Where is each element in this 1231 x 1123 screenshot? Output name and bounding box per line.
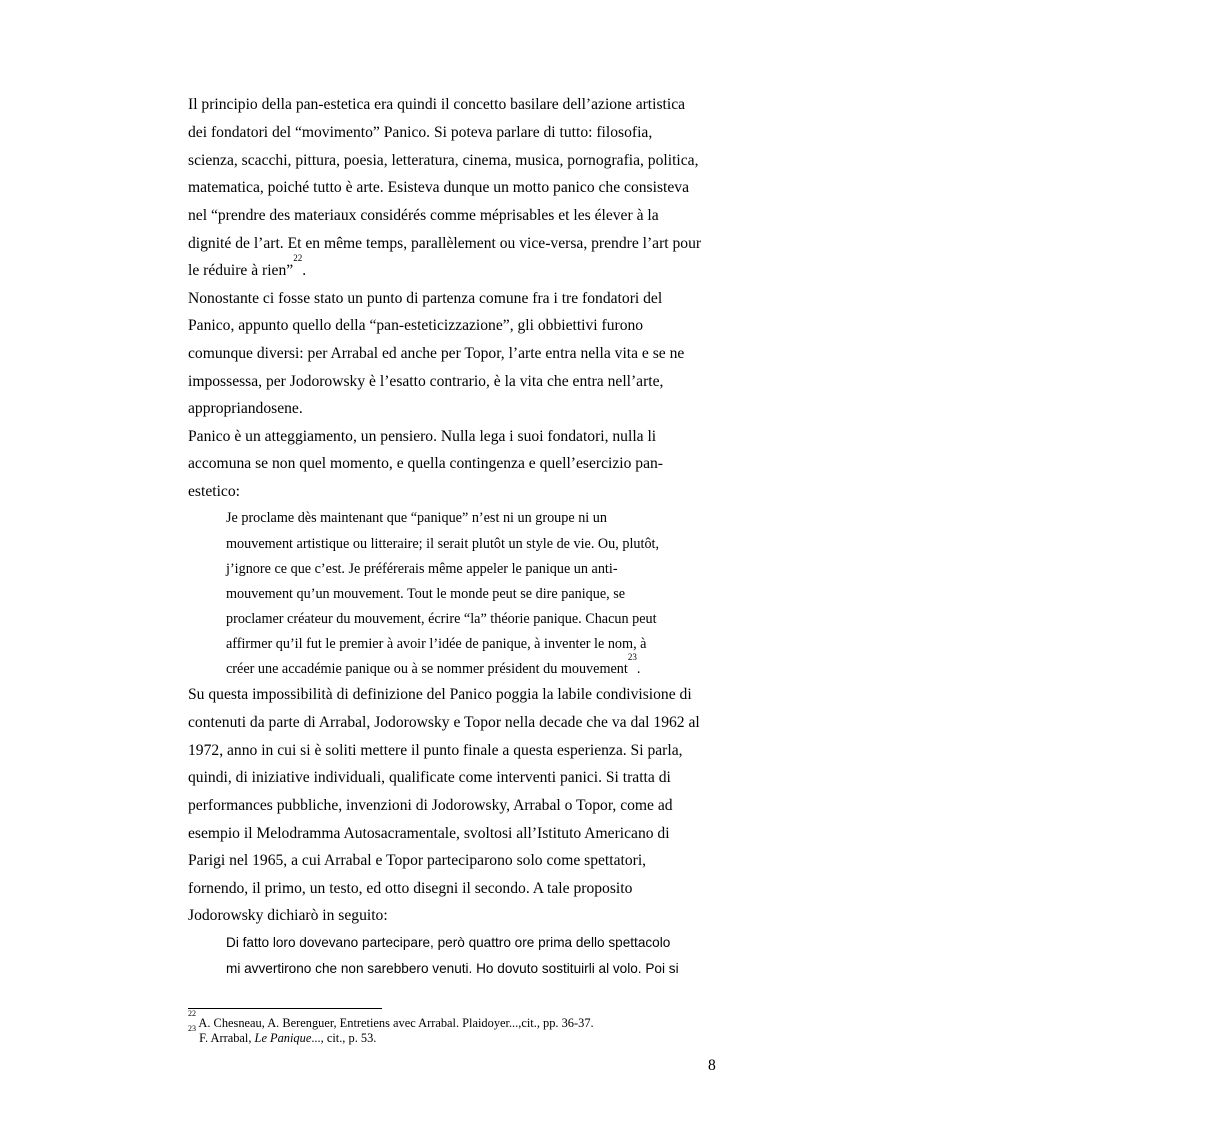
body-line: scienza, scacchi, pittura, poesia, letteratura, cinema, musica, pornografia, politica,: [188, 152, 699, 169]
body-line: contenuti da parte di Arrabal, Jodorowsky e Topor nella decade che va dal 1962 al: [188, 714, 700, 731]
body-line: Nonostante ci fosse stato un punto di partenza comune fra i tre fondatori del: [188, 290, 663, 307]
quote-line: Di fatto loro dovevano partecipare, però quattro ore prima dello spettacolo: [226, 935, 671, 950]
footnote-ref[interactable]: 22: [293, 253, 303, 263]
body-line: 1972, anno in cui si è soliti mettere il punto finale a questa esperienza. Si parla,: [188, 742, 683, 759]
body-line: comunque diversi: per Arrabal ed anche per Topor, l’arte entra nella vita e se ne: [188, 345, 685, 362]
body-line: impossessa, per Jodorowsky è l’esatto contrario, è la vita che entra nell’arte,: [188, 373, 664, 390]
body-line: le réduire à rien”$^{22}$.: [188, 253, 307, 279]
body-line: appropriandosene.: [188, 400, 303, 417]
body-line: dei fondatori del “movimento” Panico. Si poteva parlare di tutto: filosofia,: [188, 124, 653, 141]
footnote-ref[interactable]: 23: [627, 652, 637, 662]
quote-line: j’ignore ce que c’est. Je préférerais même appeler le panique un anti-: [226, 561, 618, 577]
body-line: quindi, di iniziative individuali, qualificate come interventi panici. Si tratta di: [188, 769, 671, 786]
body-line: dignité de l’art. Et en même temps, parallèlement ou vice-versa, prendre l’art pour: [188, 235, 702, 252]
body-line: performances pubbliche, invenzioni di Jodorowsky, Arrabal o Topor, come ad: [188, 797, 673, 814]
page-number: 8: [708, 1057, 716, 1074]
body-line: accomuna se non quel momento, e quella contingenza e quell’esercizio pan-: [188, 455, 663, 472]
footnote-separator: [188, 1008, 382, 1009]
body-line: Parigi nel 1965, a cui Arrabal e Topor parteciparono solo come spettatori,: [188, 852, 647, 869]
body-line: nel “prendre des materiaux considérés comme méprisables et les élever à la: [188, 207, 659, 224]
quote-line: proclamer créateur du mouvement, écrire “la” théorie panique. Chacun peut: [226, 611, 657, 627]
quote-line: mouvement artistique ou litteraire; il serait plutôt un style de vie. Ou, plutôt,: [226, 536, 660, 552]
body-line: esempio il Melodramma Autosacramentale, svoltosi all’Istituto Americano di: [188, 825, 670, 842]
footnote: $^{23}$ F. Arrabal, Le Panique..., cit., p. 53.: [188, 1024, 377, 1045]
body-line: Su questa impossibilità di definizione del Panico poggia la labile condivisione di: [188, 686, 692, 703]
quote-line: affirmer qu’il fut le premier à avoir l’idée de panique, à inventer le nom, à: [226, 636, 647, 652]
quote-line: Je proclame dès maintenant que “panique” n’est ni un groupe ni un: [226, 510, 607, 526]
body-line: estetico:: [188, 483, 240, 500]
footnote: $^{22}$ A. Chesneau, A. Berenguer, Entretiens avec Arrabal. Plaidoyer...,cit., pp. 36-37.: [188, 1009, 594, 1030]
body-line: Jodorowsky dichiarò in seguito:: [188, 907, 388, 924]
body-line: Il principio della pan-estetica era quindi il concetto basilare dell’azione artistica: [188, 96, 686, 113]
quote-line: créer une accadémie panique ou à se nommer président du mouvement$^{23}$.: [226, 652, 641, 677]
body-line: Panico, appunto quello della “pan-esteticizzazione”, gli obbiettivi furono: [188, 317, 644, 334]
quote-line: mouvement qu’un mouvement. Tout le monde peut se dire panique, se: [226, 586, 626, 602]
body-line: fornendo, il primo, un testo, ed otto disegni il secondo. A tale proposito: [188, 880, 633, 897]
body-line: Panico è un atteggiamento, un pensiero. Nulla lega i suoi fondatori, nulla li: [188, 428, 657, 445]
quote-line: mi avvertirono che non sarebbero venuti. Ho dovuto sostituirli al volo. Poi si: [226, 961, 679, 976]
body-line: matematica, poiché tutto è arte. Esisteva dunque un motto panico che consisteva: [188, 179, 690, 196]
